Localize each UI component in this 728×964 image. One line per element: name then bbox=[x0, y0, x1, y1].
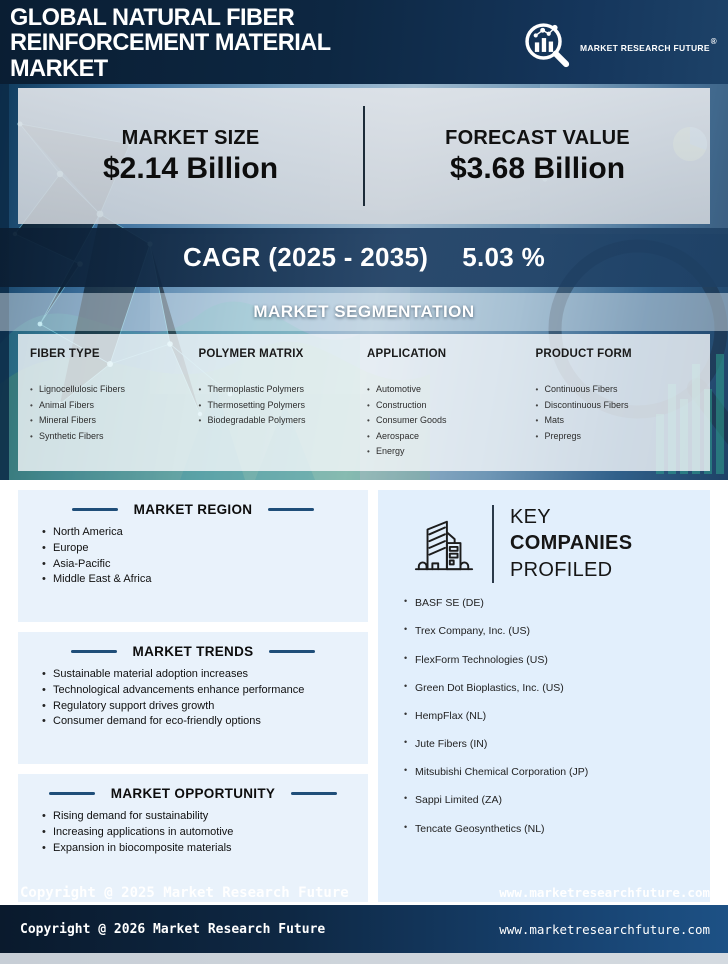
header-divider bbox=[492, 505, 494, 583]
title-dash-right bbox=[291, 792, 337, 795]
list-item: • Rising demand for sustainability bbox=[42, 809, 354, 825]
company-item: • Trex Company, Inc. (US) bbox=[404, 625, 698, 637]
market-stats-panel bbox=[18, 88, 710, 224]
list-item: • North America bbox=[42, 525, 354, 541]
page-title-line3: MARKET bbox=[10, 54, 108, 82]
footer-website-link[interactable]: www.marketresearchfuture.com bbox=[499, 921, 710, 937]
list-item: • Asia-Pacific bbox=[42, 557, 354, 573]
list-item: • Europe bbox=[42, 541, 354, 557]
segmentation-title-band bbox=[0, 293, 728, 331]
company-item: • Sappi Limited (ZA) bbox=[404, 794, 698, 806]
forecast-value-value: $3.68 Billion bbox=[449, 151, 626, 185]
market-opportunity-panel bbox=[18, 774, 368, 902]
segmentation-title: MARKET SEGMENTATION bbox=[253, 302, 475, 321]
company-item: • BASF SE (DE) bbox=[404, 597, 698, 609]
list-item: • Consumer Goods bbox=[367, 413, 528, 429]
segment-heading: PRODUCT FORM bbox=[535, 348, 632, 360]
brand-logo bbox=[521, 19, 716, 76]
list-item: • Consumer demand for eco-friendly options bbox=[42, 714, 354, 730]
segment-list bbox=[199, 382, 360, 429]
market-region-list bbox=[32, 525, 354, 588]
list-item: • Sustainable material adoption increases bbox=[42, 667, 354, 683]
segment-heading: POLYMER MATRIX bbox=[198, 348, 304, 360]
company-item: • Mitsubishi Chemical Corporation (JP) bbox=[404, 766, 698, 778]
key-companies-panel bbox=[378, 490, 710, 902]
segment-heading: FIBER TYPE bbox=[30, 348, 100, 360]
market-trends-panel bbox=[18, 632, 368, 764]
segment-list bbox=[30, 382, 191, 444]
forecast-value-block bbox=[365, 88, 710, 224]
segment-heading: APPLICATION bbox=[367, 348, 447, 360]
company-item: • Jute Fibers (IN) bbox=[404, 738, 698, 750]
company-item: • Tencate Geosynthetics (NL) bbox=[404, 823, 698, 835]
title-line-profiled: PROFILED bbox=[510, 558, 613, 581]
company-item: • HempFlax (NL) bbox=[404, 710, 698, 722]
title-line-key: KEY bbox=[510, 506, 551, 528]
segment-column-application bbox=[367, 348, 536, 463]
list-item: • Discontinuous Fibers bbox=[536, 398, 697, 414]
title-dash-left bbox=[72, 508, 118, 511]
list-item: • Biodegradable Polymers bbox=[199, 413, 360, 429]
market-opportunity-title: MARKET OPPORTUNITY bbox=[110, 786, 276, 801]
title-line-companies: COMPANIES bbox=[510, 532, 633, 555]
title-dash-right bbox=[269, 650, 315, 653]
forecast-value-label: FORECAST VALUE bbox=[445, 126, 630, 149]
lower-section bbox=[0, 480, 728, 905]
list-item: • Aerospace bbox=[367, 429, 528, 445]
companies-list bbox=[396, 597, 698, 835]
page-title-line2: REINFORCEMENT MATERIAL bbox=[10, 29, 331, 57]
list-item: • Expansion in biocomposite materials bbox=[42, 841, 354, 857]
page-title bbox=[10, 5, 331, 81]
brand-logo-text: MARKET RESEARCH FUTURE® bbox=[579, 36, 717, 53]
building-icon bbox=[396, 513, 492, 575]
list-item: • Animal Fibers bbox=[30, 398, 191, 414]
segment-column-polymer-matrix bbox=[199, 348, 368, 463]
list-item: • Middle East & Africa bbox=[42, 572, 354, 588]
watermark-row bbox=[0, 885, 728, 901]
list-item: • Thermosetting Polymers bbox=[199, 398, 360, 414]
segmentation-panel bbox=[18, 334, 710, 471]
key-companies-header bbox=[396, 504, 698, 583]
company-item: • Green Dot Bioplastics, Inc. (US) bbox=[404, 682, 698, 694]
list-item: • Technological advancements enhance performance bbox=[42, 683, 354, 699]
list-item: • Continuous Fibers bbox=[536, 382, 697, 398]
market-opportunity-list bbox=[32, 809, 354, 856]
market-region-title: MARKET REGION bbox=[133, 502, 253, 517]
page-title-line1: GLOBAL NATURAL FIBER bbox=[10, 4, 295, 31]
segment-list bbox=[536, 382, 697, 444]
panel-title-row bbox=[32, 786, 354, 801]
list-item: • Regulatory support drives growth bbox=[42, 699, 354, 715]
list-item: • Lignocellulosic Fibers bbox=[30, 382, 191, 398]
list-item: • Energy bbox=[367, 444, 528, 460]
list-item: • Prepregs bbox=[536, 429, 697, 445]
header-bar bbox=[0, 0, 728, 84]
list-item: • Mineral Fibers bbox=[30, 413, 191, 429]
company-item: • FlexForm Technologies (US) bbox=[404, 654, 698, 666]
segment-list bbox=[367, 382, 528, 460]
title-dash-left bbox=[49, 792, 95, 795]
list-item: • Synthetic Fibers bbox=[30, 429, 191, 445]
footer-copyright: Copyright @ 2026 Market Research Future bbox=[20, 921, 326, 937]
segment-column-product-form bbox=[536, 348, 705, 463]
registered-trademark-symbol: ® bbox=[710, 36, 717, 46]
hero-background bbox=[0, 84, 728, 480]
bottom-strip bbox=[0, 953, 728, 964]
title-dash-left bbox=[71, 650, 117, 653]
list-item: • Mats bbox=[536, 413, 697, 429]
watermark-website: www.marketresearchfuture.com bbox=[499, 885, 710, 900]
market-size-value: $2.14 Billion bbox=[102, 151, 279, 185]
list-item: • Thermoplastic Polymers bbox=[199, 382, 360, 398]
cagr-band bbox=[0, 228, 728, 287]
key-companies-title bbox=[496, 504, 632, 583]
list-item: • Increasing applications in automotive bbox=[42, 825, 354, 841]
segment-column-fiber-type bbox=[30, 348, 199, 463]
panel-title-row bbox=[32, 502, 354, 517]
market-size-block bbox=[18, 88, 363, 224]
market-trends-title: MARKET TRENDS bbox=[132, 644, 254, 659]
cagr-value: 5.03 % bbox=[462, 242, 546, 272]
magnifier-chart-logo-icon bbox=[521, 19, 573, 76]
cagr-label: CAGR (2025 - 2035) bbox=[182, 242, 429, 272]
list-item: • Construction bbox=[367, 398, 528, 414]
market-size-label: MARKET SIZE bbox=[121, 126, 260, 149]
market-trends-list bbox=[32, 667, 354, 730]
title-dash-right bbox=[268, 508, 314, 511]
market-region-panel bbox=[18, 490, 368, 622]
list-item: • Automotive bbox=[367, 382, 528, 398]
watermark-copyright: Copyright @ 2025 Market Research Future bbox=[20, 885, 349, 901]
footer-bar bbox=[0, 905, 728, 953]
panel-title-row bbox=[32, 644, 354, 659]
